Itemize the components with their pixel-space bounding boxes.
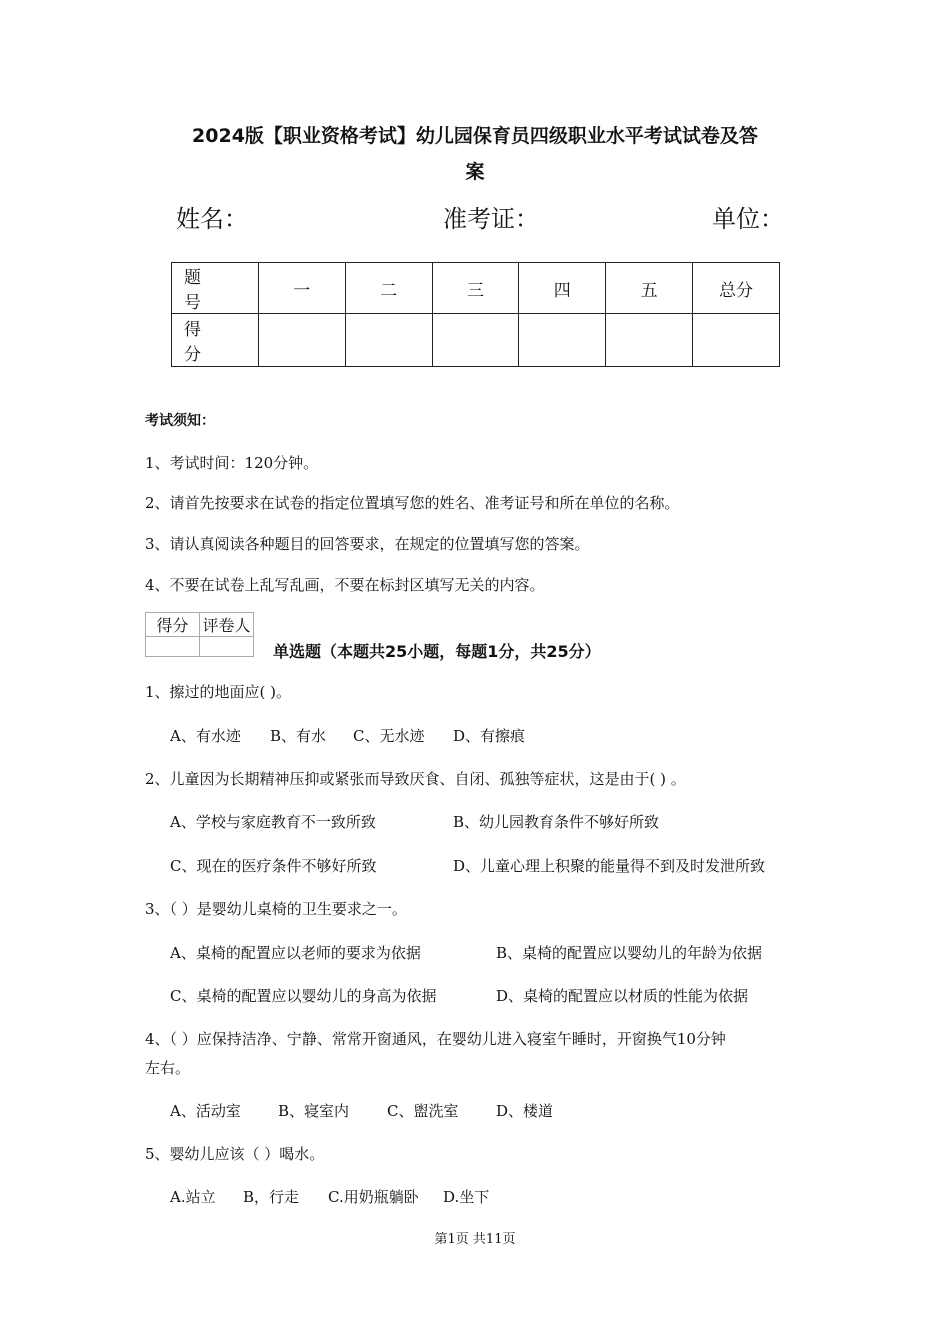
score-cell-4[interactable]: [519, 314, 606, 367]
question-5-option-a: A.站立: [170, 1188, 216, 1206]
question-2-option-d: D、儿童心理上积聚的能量得不到及时发泄所致: [453, 857, 766, 875]
grader-box: [145, 612, 254, 657]
section-5-header: 五: [606, 263, 693, 314]
score-cell-5[interactable]: [606, 314, 693, 367]
question-4-option-b: B、寝室内: [278, 1102, 350, 1120]
question-2-option-b: B、幼儿园教育条件不够好所致: [453, 813, 660, 831]
notice-item-1: 1、考试时间：120分钟。: [145, 454, 319, 472]
unit-label: 单位：: [712, 205, 784, 233]
grader-score-cell[interactable]: [146, 637, 200, 657]
document-title: [140, 118, 810, 190]
question-1-option-a: A、有水迹: [170, 727, 241, 745]
question-3-option-b: B、桌椅的配置应以婴幼儿的年龄为依据: [496, 944, 763, 962]
notice-heading: 考试须知：: [145, 413, 215, 429]
question-2-stem: 2、儿童因为长期精神压抑或紧张而导致厌食、自闭、孤独等症状，这是由于( ) 。: [145, 770, 686, 788]
exam-id-label: 准考证：: [443, 205, 539, 233]
notice-item-3: 3、请认真阅读各种题目的回答要求，在规定的位置填写您的答案。: [145, 535, 590, 553]
grader-reviewer-label: 评卷人: [200, 613, 254, 637]
question-4-option-a: A、活动室: [170, 1102, 241, 1120]
question-3-stem: 3、（ ）是婴幼儿桌椅的卫生要求之一。: [145, 900, 407, 918]
title-line-1: 2024版【职业资格考试】幼儿园保育员四级职业水平考试试卷及答: [192, 125, 758, 147]
question-1-option-c: C、无水迹: [353, 727, 425, 745]
score-row-label: 得 分: [172, 314, 259, 367]
score-cell-total[interactable]: [693, 314, 780, 367]
score-cell-3[interactable]: [432, 314, 519, 367]
section-2-header: 二: [345, 263, 432, 314]
question-2-option-c: C、现在的医疗条件不够好所致: [170, 857, 377, 875]
question-4-stem-continued: 左右。: [145, 1059, 191, 1077]
score-table-score-row: [172, 314, 780, 367]
question-4-option-d: D、楼道: [496, 1102, 554, 1120]
question-3-option-a: A、桌椅的配置应以老师的要求为依据: [170, 944, 421, 962]
score-table: [171, 262, 780, 367]
notice-item-2: 2、请首先按要求在试卷的指定位置填写您的姓名、准考证号和所在单位的名称。: [145, 494, 680, 512]
question-number-header: 题 号: [172, 263, 259, 314]
title-line-2: 案: [465, 161, 485, 183]
question-2-option-a: A、学校与家庭教育不一致所致: [170, 813, 376, 831]
question-3-option-c: C、桌椅的配置应以婴幼儿的身高为依据: [170, 987, 437, 1005]
grader-score-label: 得分: [146, 613, 200, 637]
question-4-stem: 4、（ ）应保持洁净、宁静、常常开窗通风，在婴幼儿进入寝室午睡时，开窗换气10分钟: [145, 1030, 726, 1048]
name-label: 姓名：: [176, 205, 248, 233]
score-cell-2[interactable]: [345, 314, 432, 367]
page-footer: 第1页 共11页: [434, 1232, 516, 1247]
question-5-option-d: D.坐下: [443, 1188, 490, 1206]
question-3-option-d: D、桌椅的配置应以材质的性能为依据: [496, 987, 749, 1005]
notice-item-4: 4、不要在试卷上乱写乱画，不要在标封区填写无关的内容。: [145, 576, 545, 594]
score-table-header-row: [172, 263, 780, 314]
question-5-option-b: B，行走: [243, 1188, 300, 1206]
question-5-stem: 5、婴幼儿应该（ ）喝水。: [145, 1145, 325, 1163]
section-title: 单选题（本题共25小题，每题1分，共25分）: [273, 642, 601, 661]
score-cell-1[interactable]: [258, 314, 345, 367]
question-4-option-c: C、盥洗室: [387, 1102, 459, 1120]
section-1-header: 一: [258, 263, 345, 314]
question-5-option-c: C.用奶瓶躺卧: [328, 1188, 419, 1206]
question-1-option-b: B、有水: [270, 727, 327, 745]
grader-reviewer-cell[interactable]: [200, 637, 254, 657]
total-header: 总分: [693, 263, 780, 314]
section-3-header: 三: [432, 263, 519, 314]
question-1-option-d: D、有擦痕: [453, 727, 526, 745]
section-4-header: 四: [519, 263, 606, 314]
question-1-stem: 1、擦过的地面应( )。: [145, 683, 292, 701]
